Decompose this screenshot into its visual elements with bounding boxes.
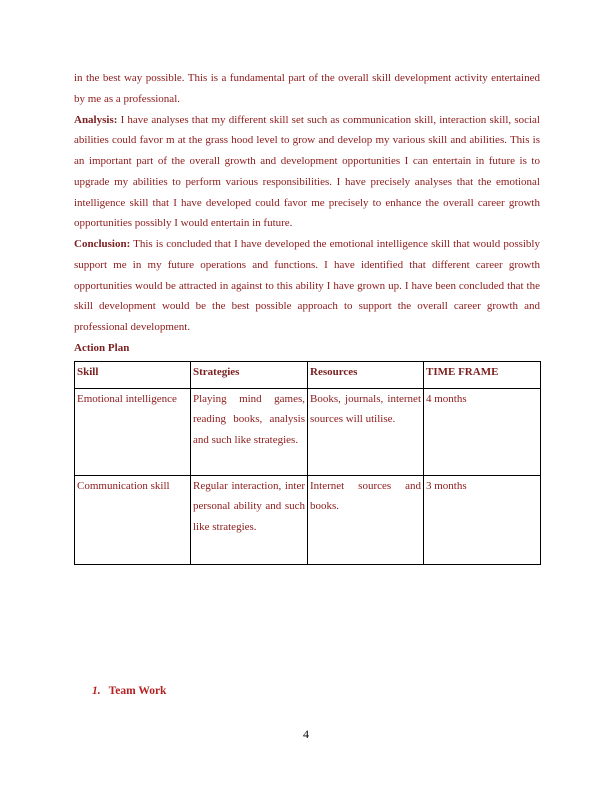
analysis-label: Analysis: [74, 113, 118, 126]
cell-resources: Internet sources and books. [308, 475, 424, 564]
cell-skill: Emotional intelligence [75, 388, 191, 475]
cell-strategies: Playing mind games, reading books, analysis and such like strategies. [191, 388, 308, 475]
conclusion-label: Conclusion: [74, 238, 131, 250]
action-plan-table [74, 361, 541, 565]
team-work-number: 1. [92, 685, 101, 697]
cell-resources: Books, journals, internet sources will utilise. [308, 388, 424, 475]
header-time-frame: TIME FRAME [424, 361, 541, 388]
header-strategies: Strategies [191, 361, 308, 388]
cell-time-frame: 3 months [424, 475, 541, 564]
page-body [74, 68, 540, 565]
table-row [75, 475, 541, 564]
intro-paragraph: in the best way possible. This is a fundamental part of the overall skill development activity entertained by me as a professional. [74, 72, 540, 105]
cell-time-frame: 4 months [424, 388, 541, 475]
team-work-heading [92, 685, 166, 697]
analysis-paragraph [74, 110, 540, 235]
header-resources: Resources [308, 361, 424, 388]
table-row [75, 388, 541, 475]
header-skill: Skill [75, 361, 191, 388]
analysis-text: I have analyses that my different skill set such as communication skill, interaction skill, social abilities could favor m at the grass hood level to grow and develop my various skill and abilities. This is an important part of the overall growth and development opportunities I can entertain in future is to upgrade my abilities to perform various responsibilities. I have precisely analyses that the emotional intelligence skill that I have developed could favor me precisely to enhance the overall career growth opportunities possibly I would entertain in future. [74, 113, 540, 230]
cell-strategies: Regular interaction, inter personal ability and such like strategies. [191, 475, 308, 564]
conclusion-text: This is concluded that I have developed the emotional intelligence skill that would possibly support me in my future operations and functions. I have identified that different career growth opportunities would be attracted in against to this ability I have grown up. I have been concluded that the skill development would be the best possible approach to support the overall career growth and professional development. [74, 238, 540, 333]
action-plan-heading: Action Plan [74, 341, 130, 354]
cell-skill: Communication skill [75, 475, 191, 564]
table-header-row [75, 361, 541, 388]
team-work-title: Team Work [108, 685, 167, 697]
page-number: 4 [303, 727, 309, 741]
conclusion-paragraph [74, 234, 540, 338]
